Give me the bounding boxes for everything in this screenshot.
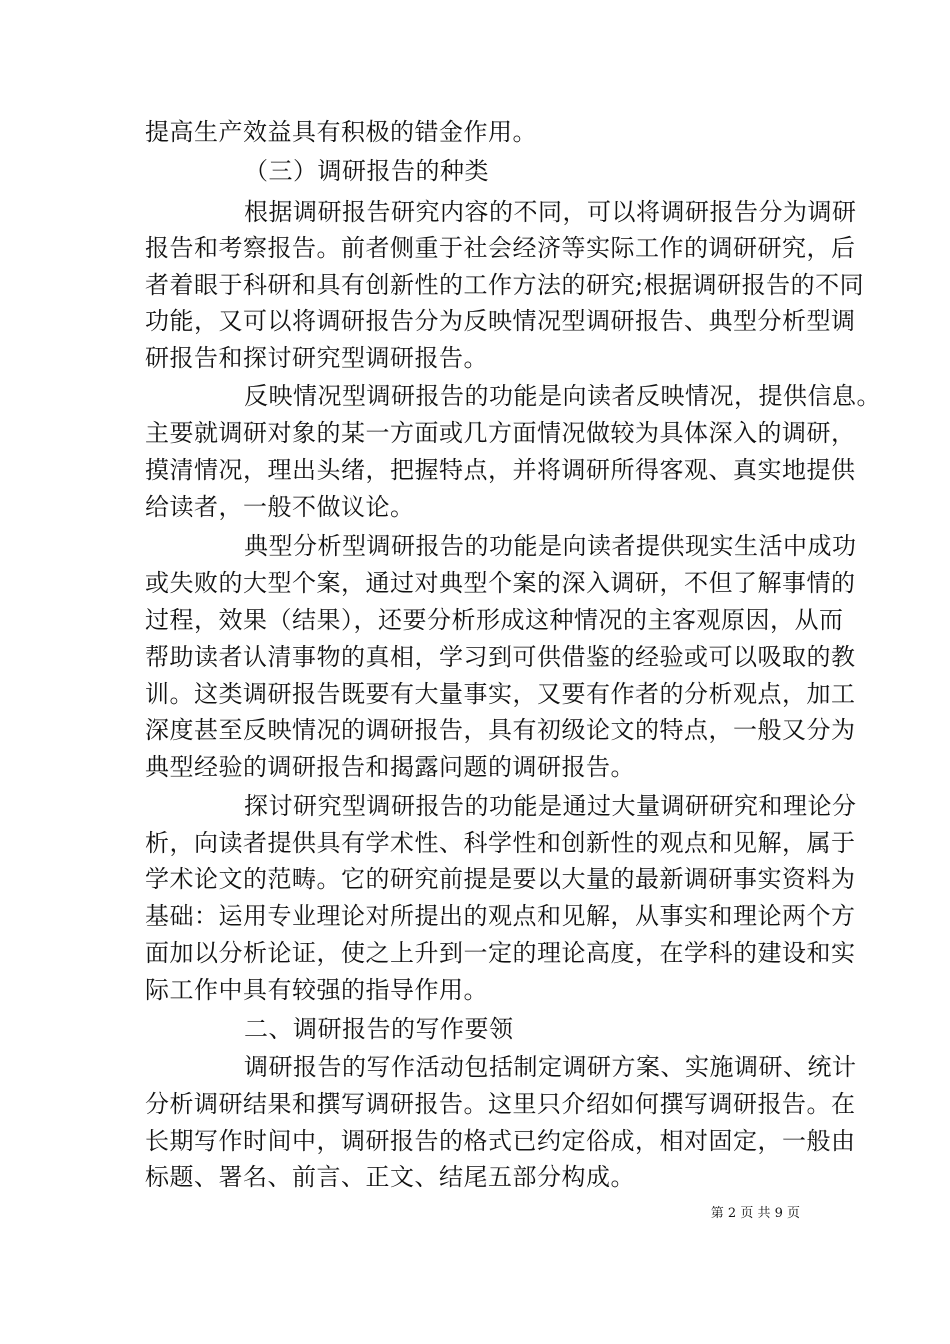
section-heading: 二、调研报告的写作要领 [244,1015,514,1043]
text-line: 际工作中具有较强的指导作用。 [145,976,488,1004]
text-line: 训。这类调研报告既要有大量事实，又要有作者的分析观点，加工 [145,680,856,708]
text-line: 功能，又可以将调研报告分为反映情况型调研报告、典型分析型调 [145,307,856,335]
text-line: 报告和考察报告。前者侧重于社会经济等实际工作的调研研究，后 [145,234,856,262]
page-number: 第 2 页 共 9 页 [710,1206,800,1221]
text-line: 反映情况型调研报告的功能是向读者反映情况，提供信息。 [244,382,881,410]
text-line: 典型经验的调研报告和揭露问题的调研报告。 [145,753,635,781]
text-line: 过程，效果（结果），还要分析形成这种情况的主客观原因，从而 [145,606,844,634]
text-line: 给读者，一般不做议论。 [145,493,415,521]
text-line: 提高生产效益具有积极的错金作用。 [145,118,537,146]
text-line: 析，向读者提供具有学术性、科学性和创新性的观点和见解，属于 [145,829,856,857]
text-line: 帮助读者认清事物的真相，学习到可供借鉴的经验或可以吸取的教 [145,643,856,671]
section-heading: （三）调研报告的种类 [244,157,489,185]
text-line: 摸清情况，理出头绪，把握特点，并将调研所得客观、真实地提供 [145,456,856,484]
text-line: 长期写作时间中，调研报告的格式已约定俗成，相对固定，一般由 [145,1127,856,1155]
text-line: 典型分析型调研报告的功能是向读者提供现实生活中成功 [244,532,857,560]
text-line: 调研报告的写作活动包括制定调研方案、实施调研、统计 [244,1053,857,1081]
text-line: 者着眼于科研和具有创新性的工作方法的研究;根据调研报告的不同 [145,271,865,299]
text-line: 根据调研报告研究内容的不同，可以将调研报告分为调研 [244,198,857,226]
text-line: 或失败的大型个案，通过对典型个案的深入调研，不但了解事情的 [145,569,856,597]
text-line: 基础：运用专业理论对所提出的观点和见解，从事实和理论两个方 [145,902,856,930]
text-line: 标题、署名、前言、正文、结尾五部分构成。 [145,1163,635,1191]
text-line: 分析调研结果和撰写调研报告。这里只介绍如何撰写调研报告。在 [145,1090,856,1118]
text-line: 面加以分析论证，使之上升到一定的理论高度，在学科的建设和实 [145,939,856,967]
text-line: 研报告和探讨研究型调研报告。 [145,344,488,372]
text-line: 深度甚至反映情况的调研报告，具有初级论文的特点，一般又分为 [145,716,856,744]
text-line: 主要就调研对象的某一方面或几方面情况做较为具体深入的调研， [145,419,856,447]
text-line: 探讨研究型调研报告的功能是通过大量调研研究和理论分 [244,792,857,820]
text-line: 学术论文的范畴。它的研究前提是要以大量的最新调研事实资料为 [145,865,856,893]
